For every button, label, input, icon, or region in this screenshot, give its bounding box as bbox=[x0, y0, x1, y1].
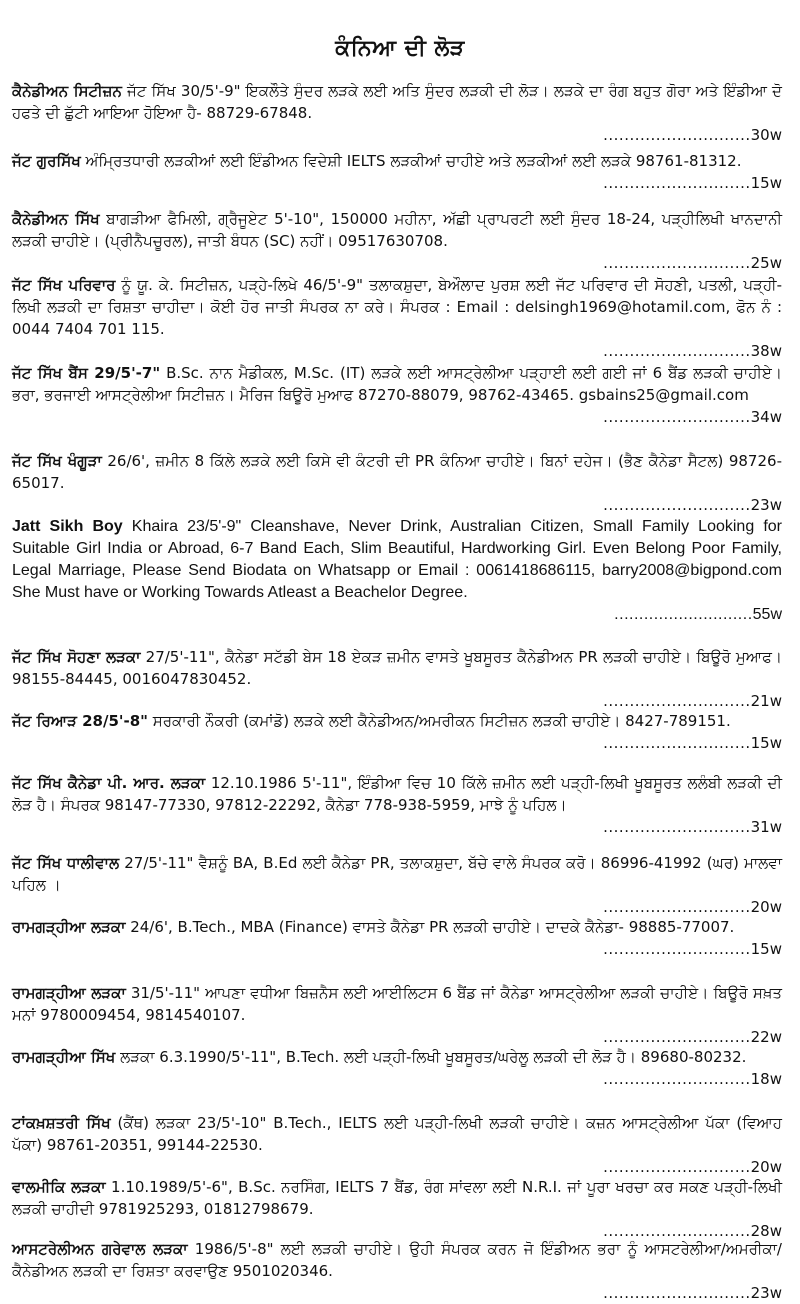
classified-ad bbox=[12, 208, 782, 274]
classified-ad bbox=[12, 1112, 782, 1178]
classified-ad bbox=[12, 1046, 782, 1090]
ad-tail bbox=[12, 690, 782, 712]
ad-text: 31/5'-11" ਆਪਣਾ ਵਧੀਆ ਬਿਜ਼ਨੈਸ ਲਈ ਆਈਲਿਟਸ 6 ਬੈਂਡ ਜਾਂ ਕੈਨੇਡਾ ਆਸਟ੍ਰੇਲੀਆ ਲੜਕੀ ਚਾਹੀਏ। ਬਿਊਰੋ ਸਖ਼ਤ ਮਨਾਂ 9780009454, 9814540107. bbox=[12, 984, 782, 1024]
ad-tail bbox=[12, 896, 782, 918]
ad-tail bbox=[12, 406, 782, 428]
ad-dots: ............................ bbox=[603, 1070, 751, 1088]
ad-text: 24/6', B.Tech., MBA (Finance) ਵਾਸਤੇ ਕੈਨੇਡਾ PR ਲੜਕੀ ਚਾਹੀਏ। ਦਾਦਕੇ ਕੈਨੇਡਾ- 98885-77007. bbox=[125, 918, 735, 936]
ad-lead: Jatt Sikh Boy bbox=[12, 518, 123, 535]
ad-lead: ਵਾਲਮੀਕਿ ਲੜਕਾ bbox=[12, 1178, 106, 1196]
ad-code: 38w bbox=[750, 342, 782, 360]
ad-lead: ਜੱਟ ਸਿੱਖ ਧਾਲੀਵਾਲ bbox=[12, 854, 120, 872]
ad-text: 12.10.1986 5'-11", ਇੰਡੀਆ ਵਿਚ 10 ਕਿੱਲੇ ਜ਼ਮੀਨ ਲਈ ਪੜ੍ਹੀ-ਲਿਖੀ ਖੂਬਸੂਰਤ ਲਲੰਬੀ ਲੜਕੀ ਦੀ ਲੋੜ ਹੈ। ਸੰਪਰਕ 98147-77330, 97812-22292, ਕੈਨੇਡਾ 778-938-5959, ਮਾਝੇ ਨੂੰ ਪਹਿਲ। bbox=[12, 774, 782, 814]
ad-tail bbox=[12, 124, 782, 146]
ad-text: 26/6', ਜ਼ਮੀਨ 8 ਕਿੱਲੇ ਲੜਕੇ ਲਈ ਕਿਸੇ ਵੀ ਕੰਟਰੀ ਦੀ PR ਕੰਨਿਆ ਚਾਹੀਏ। ਬਿਨਾਂ ਦਹੇਜ। (ਭੈਣ ਕੈਨੇਡਾ ਸੈਟਲ) 98726-65017. bbox=[12, 452, 782, 492]
ad-tail bbox=[12, 1068, 782, 1090]
ad-dots: ............................ bbox=[603, 408, 751, 426]
ad-dots: ............................ bbox=[603, 342, 751, 360]
classified-ad bbox=[12, 80, 782, 146]
ad-dots: ............................ bbox=[603, 940, 751, 958]
classified-ad bbox=[12, 710, 782, 754]
ad-dots: ............................ bbox=[603, 496, 751, 514]
ad-lead: ਰਾਮਗੜ੍ਹੀਆ ਲੜਕਾ bbox=[12, 918, 126, 936]
ad-text: Khaira 23/5'-9" Cleanshave, Never Drink, Australian Citizen, Small Family Looking for Suitable Girl India or Abroad, 6-7 Band Each, Slim Beautiful, Hardworking Girl. Even Belong Poor Family, Legal Marriage, Please Send Biodata on Whatsapp or Email : 0061418686115, barry2008@bigpond.com She Must have or Working Towards Atleast a Beachelor Degree. bbox=[12, 518, 782, 601]
ad-dots: ............................ bbox=[603, 1284, 751, 1302]
ad-tail bbox=[12, 1282, 782, 1304]
ad-lead: ਆਸਟਰੇਲੀਅਨ ਗਰੇਵਾਲ ਲੜਕਾ bbox=[12, 1240, 188, 1258]
ad-lead: ਜੱਟ ਗੁਰਸਿੱਖ bbox=[12, 152, 81, 170]
ad-lead: ਜੱਟ ਰਿਆੜ 28/5'-8" bbox=[12, 712, 148, 730]
ad-lead: ਟਾਂਕਖ਼ਸ਼ਤਰੀ ਸਿੱਖ bbox=[12, 1114, 111, 1132]
ad-tail bbox=[12, 1026, 782, 1048]
ad-code: 28w bbox=[750, 1222, 782, 1240]
classified-ad bbox=[12, 362, 782, 428]
ad-dots: ............................ bbox=[603, 818, 751, 836]
page-title: ਕੰਨਿਆ ਦੀ ਲੋੜ bbox=[335, 36, 465, 61]
ad-text: (ਕੈਂਥ) ਲੜਕਾ 23/5'-10" B.Tech., IELTS ਲਈ ਪੜ੍ਹੀ-ਲਿਖੀ ਲੜਕੀ ਚਾਹੀਏ। ਕਜ਼ਨ ਆਸਟ੍ਰੇਲੀਆ ਪੱਕਾ (ਵਿਆਹ ਪੱਕਾ) 98761-20351, 99144-22530. bbox=[12, 1114, 782, 1154]
ad-code: 15w bbox=[750, 174, 782, 192]
classified-ad bbox=[12, 772, 782, 838]
ad-text: B.Sc. ਨਾਨ ਮੈਡੀਕਲ, M.Sc. (IT) ਲੜਕੇ ਲਈ ਆਸਟ੍ਰੇਲੀਆ ਪੜ੍ਹਾਈ ਲਈ ਗਈ ਜਾਂ 6 ਬੈਂਡ ਲੜਕੀ ਚਾਹੀਏ। ਭਰਾ, ਭਰਜਾਈ ਆਸਟ੍ਰੇਲੀਆ ਸਿਟੀਜ਼ਨ। ਮੈਰਿਜ ਬਿਊਰੋ ਮੁਆਫ 87270-88079, 98762-43465. gsbains25@gmail.com bbox=[12, 364, 782, 404]
ad-text: ਨੂੰ ਯੂ. ਕੇ. ਸਿਟੀਜ਼ਨ, ਪੜ੍ਹੇ-ਲਿਖੇ 46/5'-9" ਤਲਾਕਸ਼ੁਦਾ, ਬੇਔਲਾਦ ਪੁਰਸ਼ ਲਈ ਜੱਟ ਪਰਿਵਾਰ ਦੀ ਸੋਹਣੀ, ਪਤਲੀ, ਪੜ੍ਹੀ-ਲਿਖੀ ਲੜਕੀ ਦਾ ਰਿਸ਼ਤਾ ਚਾਹੀਦਾ। ਕੋਈ ਹੋਰ ਜਾਤੀ ਸੰਪਰਕ ਨਾ ਕਰੇ। ਸੰਪਰਕ : Email : delsingh1969@hotamil.com, ਫੋਨ ਨੰ : 0044 7404 701 115. bbox=[12, 276, 782, 338]
ad-dots: ............................ bbox=[603, 734, 751, 752]
ad-code: 22w bbox=[750, 1028, 782, 1046]
ad-tail bbox=[12, 938, 782, 960]
ad-dots: ............................ bbox=[603, 1028, 751, 1046]
ad-text: ਲੜਕਾ 6.3.1990/5'-11", B.Tech. ਲਈ ਪੜ੍ਹੀ-ਲਿਖੀ ਖੂਬਸੂਰਤ/ਘਰੇਲੂ ਲੜਕੀ ਦੀ ਲੋੜ ਹੈ। 89680-80232. bbox=[115, 1048, 747, 1066]
ad-code: 20w bbox=[750, 1158, 782, 1176]
ad-dots: ............................ bbox=[603, 1158, 751, 1176]
ad-tail bbox=[12, 816, 782, 838]
ad-tail bbox=[12, 1156, 782, 1178]
ad-text: 1.10.1989/5'-6", B.Sc. ਨਰਸਿੰਗ, IELTS 7 ਬੈਂਡ, ਰੰਗ ਸਾਂਵਲਾ ਲਈ N.R.I. ਜਾਂ ਪੂਰਾ ਖਰਚਾ ਕਰ ਸਕਣ ਪੜ੍ਹੀ-ਲਿਖੀ ਲੜਕੀ ਚਾਹੀਦੀ 9781925293, 01812798679. bbox=[12, 1178, 782, 1218]
ad-dots: ............................ bbox=[603, 1222, 751, 1240]
ad-code: 23w bbox=[750, 1284, 782, 1302]
ad-code: 25w bbox=[750, 254, 782, 272]
ad-text: 27/5'-11" ਵੈਸ਼ਨੂੰ BA, B.Ed ਲਈ ਕੈਨੇਡਾ PR, ਤਲਾਕਸ਼ੁਦਾ, ਬੱਚੇ ਵਾਲੇ ਸੰਪਰਕ ਕਰੋ। 86996-41992 (ਘਰ) ਮਾਲਵਾ ਪਹਿਲ । bbox=[12, 854, 782, 894]
ad-lead: ਜੱਟ ਸਿੱਖ ਕੈਨੇਡਾ ਪੀ. ਆਰ. ਲੜਕਾ bbox=[12, 774, 206, 792]
ad-text: 1986/5'-8" ਲਈ ਲੜਕੀ ਚਾਹੀਏ। ਉਹੀ ਸੰਪਰਕ ਕਰਨ ਜੋ ਇੰਡੀਅਨ ਭਰਾ ਨੂੰ ਆਸਟਰੇਲੀਆ/ਅਮਰੀਕਾ/ਕੈਨੇਡੀਅਨ ਲੜਕੀ ਦਾ ਰਿਸ਼ਤਾ ਕਰਵਾਉਣ 9501020346. bbox=[12, 1240, 782, 1280]
ad-lead: ਜੱਟ ਸਿੱਖ ਖੰਗੂੜਾ bbox=[12, 452, 102, 470]
classified-ad bbox=[12, 1238, 782, 1304]
ad-text: ਜੱਟ ਸਿੱਖ 30/5'-9" ਇਕਲੌਤੇ ਸੁੰਦਰ ਲੜਕੇ ਲਈ ਅਤਿ ਸੁੰਦਰ ਲੜਕੀ ਦੀ ਲੋੜ। ਲੜਕੇ ਦਾ ਰੰਗ ਬਹੁਤ ਗੋਰਾ ਅਤੇ ਇੰਡੀਆ ਦੋ ਹਫਤੇ ਦੀ ਛੁੱਟੀ ਆਇਆ ਹੋਇਆ ਹੈ- 88729-67848. bbox=[12, 82, 782, 122]
ad-tail bbox=[12, 252, 782, 274]
ad-code: 31w bbox=[750, 818, 782, 836]
ad-lead: ਕੈਨੇਡੀਅਨ ਸਿੱਖ bbox=[12, 210, 100, 228]
classified-ad bbox=[12, 852, 782, 918]
classified-ad bbox=[12, 516, 782, 626]
ad-tail bbox=[12, 604, 782, 626]
ad-code: 34w bbox=[750, 408, 782, 426]
ad-dots: ............................ bbox=[603, 898, 751, 916]
ad-dots: ............................ bbox=[614, 606, 753, 623]
ad-code: 20w bbox=[750, 898, 782, 916]
ad-lead: ਰਾਮਗੜ੍ਹੀਆ ਲੜਕਾ bbox=[12, 984, 126, 1002]
ad-code: 23w bbox=[750, 496, 782, 514]
ad-code: 55w bbox=[752, 606, 782, 623]
ad-lead: ਜੱਟ ਸਿੱਖ ਬੈਂਸ 29/5'-7" bbox=[12, 364, 161, 382]
ad-dots: ............................ bbox=[603, 174, 751, 192]
classified-ad bbox=[12, 274, 782, 362]
ad-code: 15w bbox=[750, 940, 782, 958]
classified-ad bbox=[12, 150, 782, 194]
ad-text: ਅੰਮ੍ਰਿਤਧਾਰੀ ਲੜਕੀਆਂ ਲਈ ਇੰਡੀਅਨ ਵਿਦੇਸ਼ੀ IELTS ਲੜਕੀਆਂ ਚਾਹੀਏ ਅਤੇ ਲੜਕੀਆਂ ਲਈ ਲੜਕੇ 98761-81312. bbox=[80, 152, 742, 170]
ad-lead: ਰਾਮਗੜ੍ਹੀਆ ਸਿੱਖ bbox=[12, 1048, 116, 1066]
ad-tail bbox=[12, 732, 782, 754]
ad-tail bbox=[12, 494, 782, 516]
classified-ad bbox=[12, 646, 782, 712]
classified-ad bbox=[12, 1176, 782, 1242]
classified-ad bbox=[12, 916, 782, 960]
ad-code: 15w bbox=[750, 734, 782, 752]
ad-tail bbox=[12, 340, 782, 362]
ad-lead: ਜੱਟ ਸਿੱਖ ਸੋਹਣਾ ਲੜਕਾ bbox=[12, 648, 141, 666]
ad-dots: ............................ bbox=[603, 692, 751, 710]
ad-dots: ............................ bbox=[603, 126, 751, 144]
ad-code: 18w bbox=[750, 1070, 782, 1088]
ad-lead: ਜੱਟ ਸਿੱਖ ਪਰਿਵਾਰ bbox=[12, 276, 116, 294]
ad-text: ਸਰਕਾਰੀ ਨੌਕਰੀ (ਕਮਾਂਡੋ) ਲੜਕੇ ਲਈ ਕੈਨੇਡੀਅਨ/ਅਮਰੀਕਨ ਸਿਟੀਜ਼ਨ ਲੜਕੀ ਚਾਹੀਏ। 8427-789151. bbox=[147, 712, 731, 730]
classified-ad bbox=[12, 982, 782, 1048]
ad-code: 21w bbox=[750, 692, 782, 710]
ad-text: 27/5'-11", ਕੈਨੇਡਾ ਸਟੱਡੀ ਬੇਸ 18 ਏਕੜ ਜ਼ਮੀਨ ਵਾਸਤੇ ਖੂਬਸੂਰਤ ਕੈਨੇਡੀਅਨ PR ਲੜਕੀ ਚਾਹੀਏ। ਬਿਊਰੋ ਮੁਆਫ। 98155-84445, 0016047830452. bbox=[12, 648, 782, 688]
ad-code: 30w bbox=[750, 126, 782, 144]
ad-lead: ਕੈਨੇਡੀਅਨ ਸਿਟੀਜ਼ਨ bbox=[12, 82, 122, 100]
ad-text: ਬਾਗੜੀਆ ਫੈਮਿਲੀ, ਗ੍ਰੈਜੂਏਟ 5'-10", 150000 ਮਹੀਨਾ, ਅੱਛੀ ਪ੍ਰਾਪਰਟੀ ਲਈ ਸੁੰਦਰ 18-24, ਪੜ੍ਹੀਲਿਖੀ ਖਾਨਦਾਨੀ ਲੜਕੀ ਚਾਹੀਏ। (ਪ੍ਰੀਨੈਪਚੂਰਲ), ਜਾਤੀ ਬੰਧਨ (SC) ਨਹੀਂ। 09517630708. bbox=[12, 210, 782, 250]
ad-dots: ............................ bbox=[603, 254, 751, 272]
ad-tail bbox=[12, 172, 782, 194]
classified-ad bbox=[12, 450, 782, 516]
